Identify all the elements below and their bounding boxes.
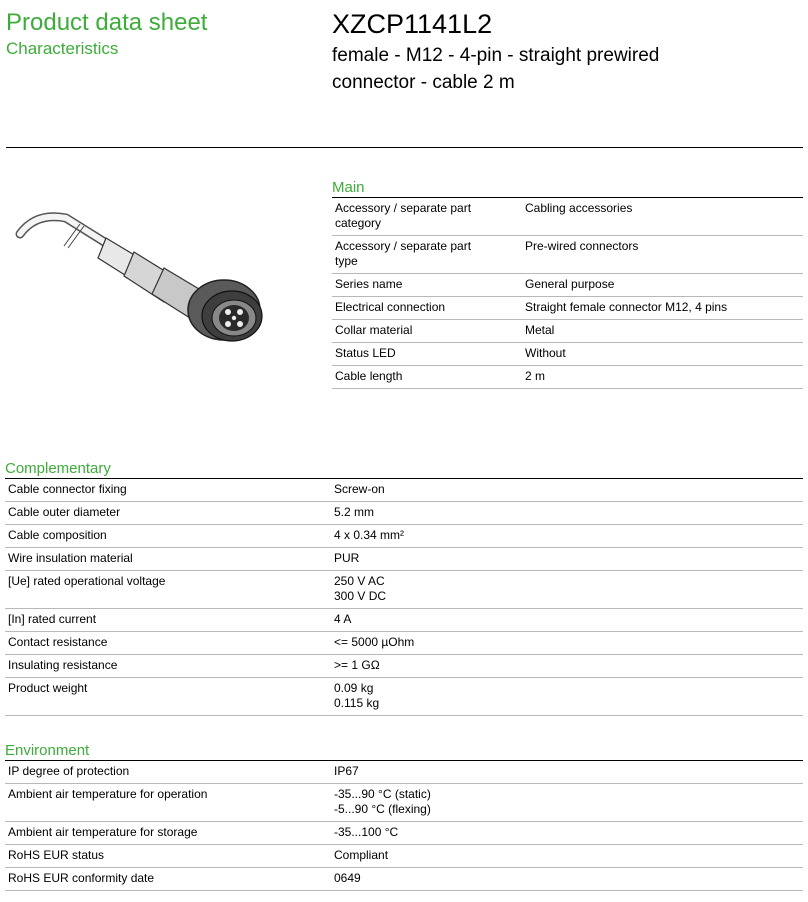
table-row (5, 761, 803, 784)
table-row (332, 274, 803, 297)
table-row (5, 609, 803, 632)
value-line: Straight female connector M12, 4 pins (525, 300, 728, 314)
value-line: -5...90 °C (flexing) (334, 802, 431, 816)
characteristic-value (522, 343, 803, 366)
value-line: <= 5000 µOhm (334, 635, 415, 649)
value-line: -35...90 °C (static) (334, 787, 431, 801)
value-line: 5.2 mm (334, 505, 375, 519)
table-row (5, 571, 803, 609)
complementary-section-title: Complementary (5, 460, 111, 477)
value-line: 0.115 kg (334, 696, 380, 710)
page-subtitle: Characteristics (6, 39, 119, 58)
characteristic-name: [Ue] rated operational voltage (8, 574, 166, 588)
characteristic-name: Accessory / separate part category (335, 201, 472, 230)
characteristic-value (331, 548, 803, 571)
value-line: Without (525, 346, 566, 360)
characteristic-value (331, 822, 803, 845)
page-title: Product data sheet (6, 9, 208, 36)
characteristic-name: IP degree of protection (8, 764, 130, 778)
table-row (5, 525, 803, 548)
table-row (332, 320, 803, 343)
value-line: 4 A (334, 612, 352, 626)
characteristic-value (522, 320, 803, 343)
characteristic-name: Ambient air temperature for operation (8, 787, 208, 801)
characteristic-name: Accessory / separate part type (335, 239, 472, 268)
environment-section-title: Environment (5, 742, 90, 759)
table-row (5, 784, 803, 822)
value-line: Screw-on (334, 482, 385, 496)
characteristic-name: Contact resistance (8, 635, 108, 649)
characteristic-value (522, 297, 803, 320)
characteristic-value (522, 236, 803, 274)
characteristic-value (331, 678, 803, 716)
characteristic-value (522, 198, 803, 236)
value-line: 0649 (334, 871, 361, 885)
complementary-characteristics-table (5, 478, 803, 716)
characteristic-value (331, 761, 803, 784)
product-description (332, 42, 802, 96)
value-line: Metal (525, 323, 555, 337)
characteristic-value (331, 479, 803, 502)
table-row (5, 479, 803, 502)
characteristic-name: Cable outer diameter (8, 505, 121, 519)
value-line: 250 V AC (334, 574, 385, 588)
characteristic-name: Cable connector fixing (8, 482, 127, 496)
characteristic-name: Collar material (335, 323, 413, 337)
table-row (5, 502, 803, 525)
characteristic-name: Electrical connection (335, 300, 446, 314)
characteristic-name: Ambient air temperature for storage (8, 825, 198, 839)
connector-product-image (6, 190, 296, 370)
table-row (332, 366, 803, 389)
characteristic-value (522, 366, 803, 389)
characteristic-name: Cable composition (8, 528, 107, 542)
value-line: 2 m (525, 369, 546, 383)
table-row (332, 297, 803, 320)
table-row (5, 822, 803, 845)
characteristic-value (331, 571, 803, 609)
table-row (332, 198, 803, 236)
main-characteristics-table (332, 197, 803, 389)
description-line-1: female - M12 - 4-pin - straight prewired (332, 45, 660, 66)
value-line: 0.09 kg (334, 681, 374, 695)
table-row (5, 632, 803, 655)
table-row (332, 236, 803, 274)
characteristic-value (331, 845, 803, 868)
value-line: General purpose (525, 277, 615, 291)
characteristic-name: RoHS EUR status (8, 848, 105, 862)
environment-characteristics-table (5, 760, 803, 891)
characteristic-value (522, 274, 803, 297)
characteristic-value (331, 632, 803, 655)
characteristic-name: Series name (335, 277, 403, 291)
description-line-2: connector - cable 2 m (332, 72, 515, 93)
characteristic-name: Product weight (8, 681, 88, 695)
table-row (5, 868, 803, 891)
characteristic-value (331, 502, 803, 525)
value-line: PUR (334, 551, 360, 565)
characteristic-value (331, 525, 803, 548)
characteristic-value (331, 655, 803, 678)
table-row (5, 678, 803, 716)
header-divider (6, 147, 803, 148)
main-section-title: Main (332, 179, 365, 196)
characteristic-name: Cable length (335, 369, 403, 383)
characteristic-name: Wire insulation material (8, 551, 133, 565)
value-line: Pre-wired connectors (525, 239, 639, 253)
characteristic-value (331, 868, 803, 891)
value-line: >= 1 GΩ (334, 658, 380, 672)
characteristic-value (331, 784, 803, 822)
value-line: 300 V DC (334, 589, 387, 603)
header-left (6, 8, 207, 60)
characteristic-value (331, 609, 803, 632)
value-line: Compliant (334, 848, 389, 862)
value-line: Cabling accessories (525, 201, 633, 215)
table-row (332, 343, 803, 366)
product-reference: XZCP1141L2 (332, 9, 493, 39)
value-line: IP67 (334, 764, 359, 778)
header-right (332, 8, 802, 96)
value-line: -35...100 °C (334, 825, 399, 839)
characteristic-name: RoHS EUR conformity date (8, 871, 155, 885)
value-line: 4 x 0.34 mm² (334, 528, 405, 542)
table-row (5, 655, 803, 678)
characteristic-name: Insulating resistance (8, 658, 118, 672)
table-row (5, 548, 803, 571)
characteristic-name: [In] rated current (8, 612, 97, 626)
table-row (5, 845, 803, 868)
characteristic-name: Status LED (335, 346, 396, 360)
